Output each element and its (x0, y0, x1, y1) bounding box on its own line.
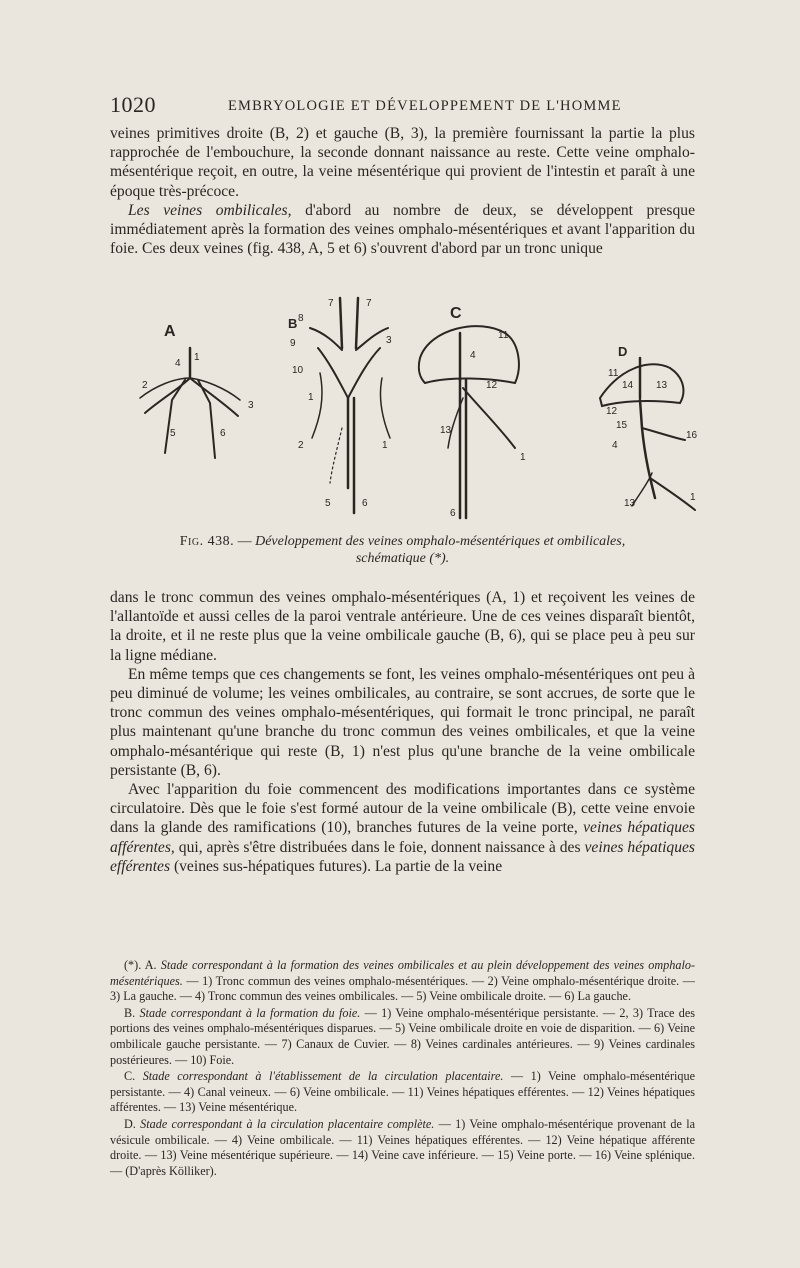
cardinal-veins-b (340, 298, 358, 348)
label-b-9: 9 (290, 338, 296, 349)
label-d-11: 11 (608, 368, 619, 379)
paragraph-text: qui, après s'être distribuées dans le foie, donnent naissance à des (174, 838, 585, 856)
note-text: — 1) Veine omphalo-mésentérique persistante. — 4) Canal veineux. — 6) Veine ombilicale. — 11) Veines hépatiques efférentes. — 12) Veines hépatiques afférentes. — 13) Veine mésentérique. (110, 1069, 695, 1115)
label-b-5: 5 (325, 498, 331, 509)
vein-b-3 (380, 378, 390, 438)
label-b-2: 2 (298, 440, 304, 451)
figure-438 (120, 288, 700, 528)
paragraph-text: Avec l'apparition du foie commencent des modifications importantes dans ce système circulatoire. Dès que le foie s'est formé autour de la veine ombilicale (B), cette veine envoie dans la glande des ramifications (10), branches futures de la veine porte, (110, 781, 695, 837)
label-b-7b: 7 (366, 298, 372, 309)
label-a-3: 3 (248, 400, 254, 411)
label-d-16: 16 (686, 430, 698, 441)
note-lead: C. (124, 1069, 143, 1084)
label-d-1: 1 (690, 492, 696, 503)
label-b-1b: 1 (382, 440, 388, 451)
label-b-6: 6 (362, 498, 368, 509)
page-number: 1020 (110, 92, 156, 117)
label-a-5: 5 (170, 428, 176, 439)
label-d-13: 13 (656, 380, 668, 391)
panel-c (419, 305, 526, 519)
splenic-vein-d (642, 428, 685, 440)
panel-label-b: B (288, 316, 298, 331)
italic-term: veines hépatiques afférentes, (110, 819, 695, 856)
figure-notes (110, 958, 695, 1180)
label-d-12: 12 (606, 406, 618, 417)
panel-d (600, 344, 698, 510)
umbilical-vein-c (460, 380, 466, 518)
paragraph: veines primitives droite (B, 2) et gauche (B, 3), la première fournissant la partie la plus rapprochée de l'embouchure, la seconde donnant naissance au reste. Cette veine omphalo-mésentérique reçoit, en outre, la veine mésentérique qui provient de l'intestin et paraît à une époque très-précoce. (110, 125, 695, 200)
note-b (110, 1006, 695, 1068)
vein-b-2 (312, 373, 322, 438)
note-text: — 1) Veine omphalo-mésentérique persistante. — 2, 3) Trace des portions des veines omphalo-mésentériques disparues. — 5) Veine ombilicale droite en voie de disparition. — 6) Veine ombilicale gauche persistante. — 7) Canaux de Cuvier. — 8) Veines cardinales antérieures. — 9) Veines cardinales postérieures. — 10) Foie. (110, 1005, 695, 1067)
note-lead: B. (124, 1005, 140, 1020)
note-lead: (*). A. (124, 958, 161, 972)
caption-subtitle: schématique (*). (355, 551, 450, 566)
note-d (110, 1117, 695, 1179)
portal-vein-d (640, 400, 655, 498)
vein-a-right (190, 378, 238, 416)
liver-b (318, 348, 380, 398)
label-d-15: 15 (616, 420, 628, 431)
vein-c-1 (463, 388, 515, 448)
body-text-top (110, 124, 695, 258)
note-a (110, 958, 695, 1005)
vein-b-5 (330, 428, 342, 483)
note-text: — 1) Veine omphalo-mésentérique provenant de la vésicule ombilicale. — 4) Veine ombilicale. — 11) Veines hépatiques efférentes. — 12) Veine hépatique afférente droite. — 13) Veine mésentérique supérieure. — 14) Veine cave inférieure. — 15) Veine porte. — 16) Veine splénique. — (D'après Kölliker). (110, 1116, 695, 1178)
label-c-11: 11 (498, 330, 509, 341)
note-stage: Stade correspondant à la circulation placentaire complète. (140, 1116, 435, 1131)
label-a-4: 4 (175, 358, 181, 369)
cuvier-ducts-b (310, 328, 388, 350)
paragraph (110, 201, 695, 259)
label-d-14: 14 (622, 380, 634, 391)
body-text-bottom (110, 588, 695, 876)
figure-number: Fig. 438. (179, 534, 235, 549)
umbilical-vein-b (348, 398, 354, 513)
note-stage: Stade correspondant à la formation du foie. (139, 1005, 361, 1020)
paragraph: En même temps que ces changements se font, les veines omphalo-mésentériques ont peu à peu diminué de volume; les veines ombilicales, au contraire, se sont accrues, de sorte que le tronc commun des veines omphalo-mésentériques, qui formait le tronc principal, ne paraît plus maintenant qu'une branche du tronc commun des veines ombilicales, et que la veine omphalo-mésantérique qui reste (B, 1) n'est plus qu'une branche de la veine ombilicale persistante (B, 6). (110, 665, 695, 779)
label-b-3: 3 (386, 335, 392, 346)
label-b-10: 10 (292, 365, 304, 376)
label-a-6: 6 (220, 428, 226, 439)
figure-caption (110, 533, 695, 567)
paragraph-text: (veines sus-hépatiques futures). La partie de la veine (170, 857, 503, 875)
running-title: EMBRYOLOGIE ET DÉVELOPPEMENT DE L'HOMME (228, 98, 622, 114)
label-a-2: 2 (142, 380, 148, 391)
note-text: — 1) Tronc commun des veines omphalo-mésentériques. — 2) Veine omphalo-mésentérique droite. — 3) La gauche. — 4) Tronc commun des veines ombilicales. — 5) Veine ombilicale droite. — 6) La gauche. (110, 973, 695, 1004)
note-lead: D. (124, 1116, 141, 1131)
panel-label-a: A (164, 323, 176, 340)
panel-b (288, 298, 392, 513)
note-c (110, 1069, 695, 1116)
label-c-1: 1 (520, 452, 526, 463)
label-b-8: 8 (298, 313, 304, 324)
vein-d-1 (650, 478, 695, 510)
label-d-13b: 13 (624, 498, 636, 509)
page-header (110, 92, 690, 120)
note-stage: Stade correspondant à la formation des veines ombilicales et au plein développement des veines omphalo-mésentériques. (110, 958, 695, 988)
panel-label-c: C (450, 305, 462, 322)
label-c-12: 12 (486, 380, 498, 391)
panel-a (140, 323, 254, 458)
italic-term: Les veines ombilicales, (128, 201, 292, 219)
panel-label-d: D (618, 344, 628, 359)
label-a-1: 1 (194, 352, 200, 363)
label-d-4: 4 (612, 440, 618, 451)
note-stage: Stade correspondant à l'établissement de la circulation placentaire. (142, 1069, 504, 1084)
caption-title: Développement des veines omphalo-mésentériques et ombilicales, (255, 534, 626, 549)
paragraph: dans le tronc commun des veines omphalo-mésentériques (A, 1) et reçoivent les veines de l'allantoïde et aussi celles de la paroi ventrale antérieure. Une de ces veines disparaît bientôt, la droite, et il ne reste plus que la veine ombilicale gauche (B, 6), qui se place peu à peu sur la ligne médiane. (110, 589, 695, 664)
paragraph (110, 780, 695, 876)
label-b-7a: 7 (328, 298, 334, 309)
label-c-4: 4 (470, 350, 476, 361)
label-c-13: 13 (440, 425, 452, 436)
label-b-1: 1 (308, 392, 314, 403)
vein-diagram (120, 288, 700, 528)
paragraph-text: d'abord au nombre de deux, se développent presque immédiatement après la formation des veines omphalo-mésentériques et avant l'apparition du foie. Ces deux veines (fig. 438, A, 5 et 6) s'ouvrent d'abord par un tronc unique (110, 201, 695, 258)
caption-dash: — (234, 534, 256, 549)
label-c-6: 6 (450, 508, 456, 519)
italic-term: veines hépatiques efférentes (110, 838, 695, 875)
